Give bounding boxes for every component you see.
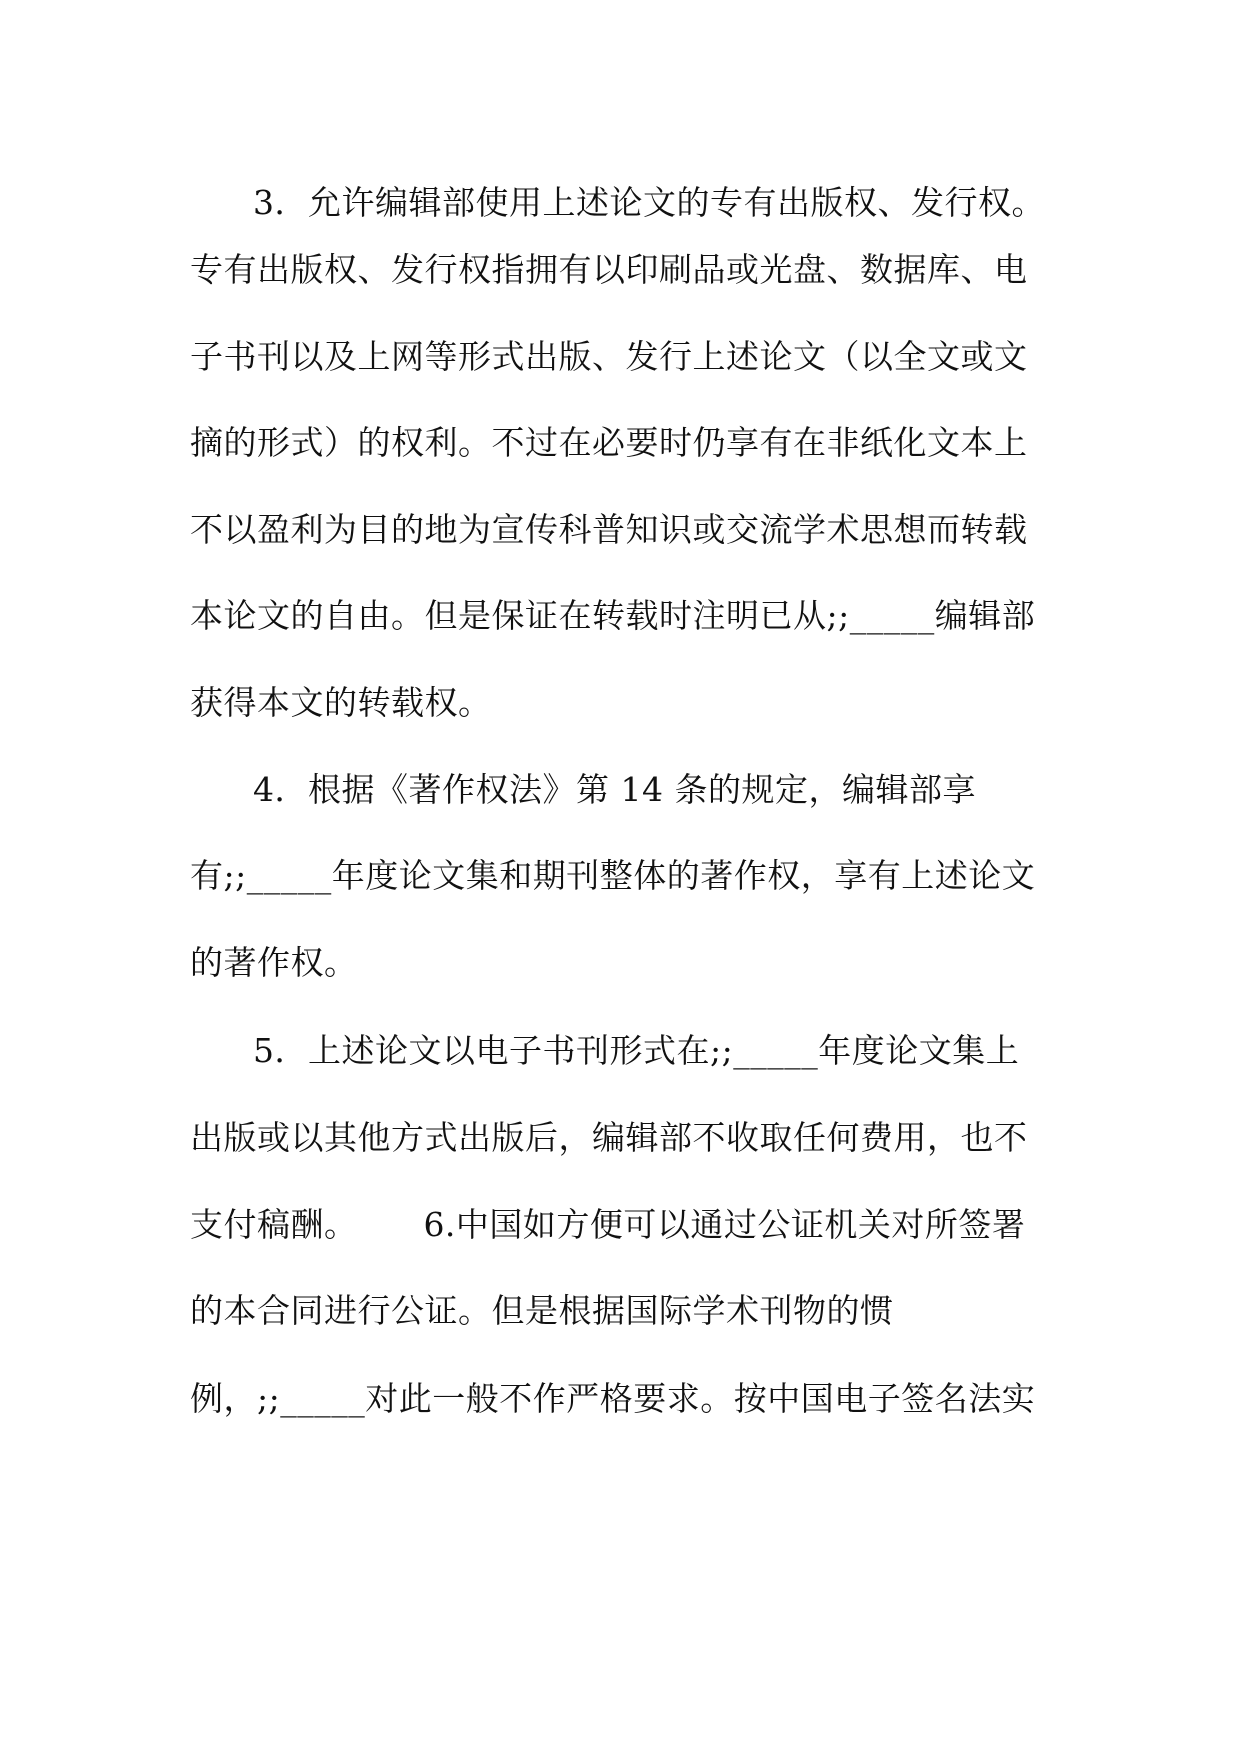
paragraph-5-line-2: 出版或以其他方式出版后，编辑部不收取任何费用，也不 bbox=[190, 1118, 1028, 1157]
paragraph-5-line-1: 5．上述论文以电子书刊形式在;;_____年度论文集上 bbox=[253, 1031, 1020, 1070]
paragraph-5-line-3: 支付稿酬。 6.中国如方便可以通过公证机关对所签署 bbox=[190, 1205, 1026, 1244]
paragraph-3-line-7: 获得本文的转载权。 bbox=[190, 683, 492, 722]
paragraph-6-line-2: 例，;;_____对此一般不作严格要求。按中国电子签名法实 bbox=[190, 1379, 1036, 1418]
paragraph-4-line-3: 的著作权。 bbox=[190, 943, 358, 982]
paragraph-3-line-5: 不以盈利为目的地为宣传科普知识或交流学术思想而转载 bbox=[190, 510, 1028, 549]
paragraph-6-line-1: 的本合同进行公证。但是根据国际学术刊物的惯 bbox=[190, 1291, 894, 1330]
paragraph-4-line-2: 有;;_____年度论文集和期刊整体的著作权，享有上述论文 bbox=[190, 856, 1036, 895]
paragraph-4-line-1: 4．根据《著作权法》第 14 条的规定，编辑部享 bbox=[253, 770, 976, 809]
paragraph-3-line-4: 摘的形式）的权利。不过在必要时仍享有在非纸化文本上 bbox=[190, 423, 1028, 462]
paragraph-3-line-3: 子书刊以及上网等形式出版、发行上述论文（以全文或文 bbox=[190, 337, 1028, 376]
paragraph-3-line-6: 本论文的自由。但是保证在转载时注明已从;;_____编辑部 bbox=[190, 596, 1036, 635]
paragraph-3-line-2: 专有出版权、发行权指拥有以印刷品或光盘、数据库、电 bbox=[190, 250, 1028, 289]
paragraph-3-line-1: 3．允许编辑部使用上述论文的专有出版权、发行权。 bbox=[253, 183, 1045, 222]
